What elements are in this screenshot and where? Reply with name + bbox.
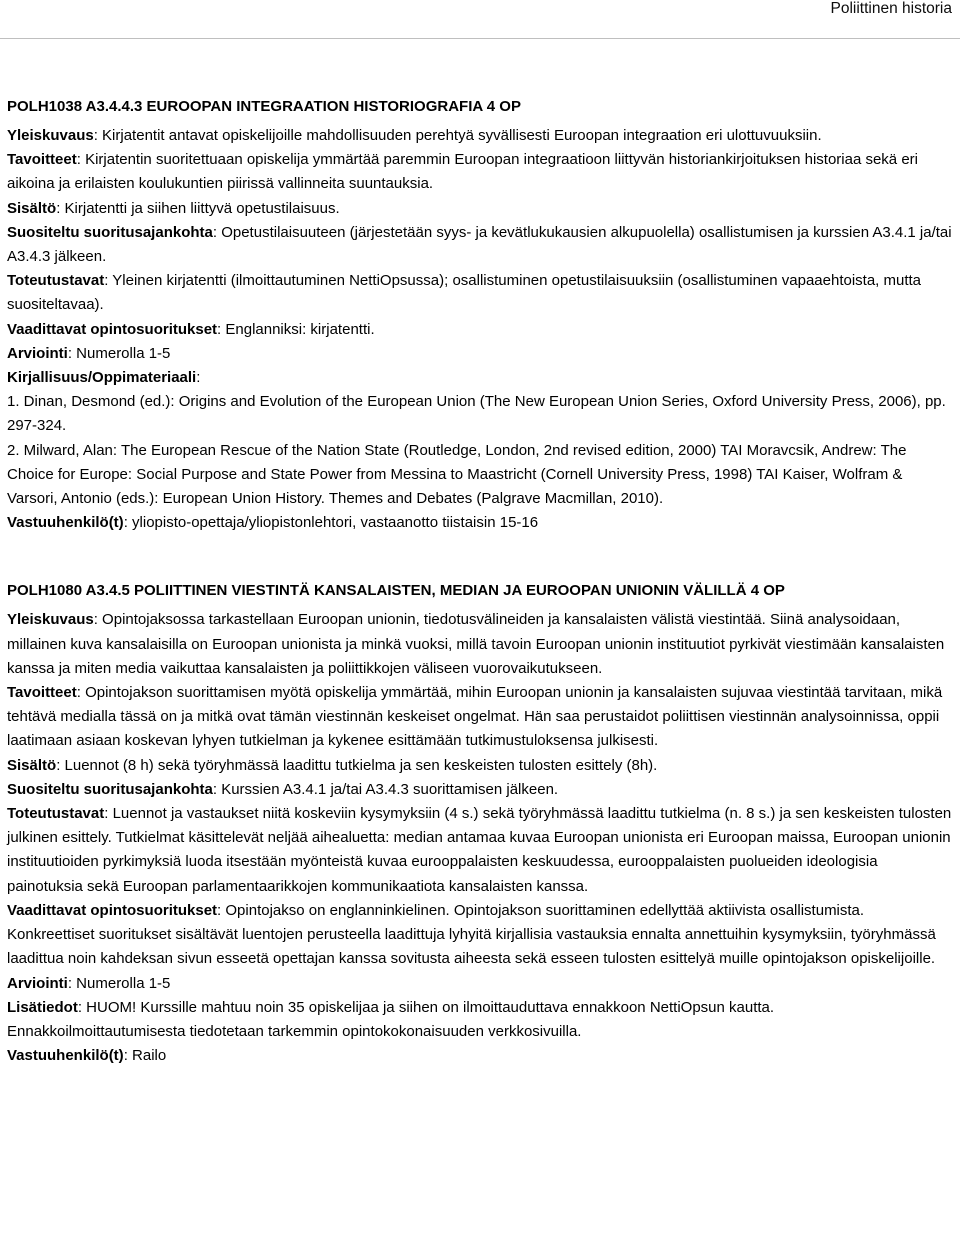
field-label: Vaadittavat opintosuoritukset: [7, 901, 218, 919]
field-label: Tavoitteet: [7, 684, 77, 702]
field-vastuuhenkilo: [7, 1044, 953, 1068]
field-toteutustavat: [7, 269, 953, 317]
field-label: Sisältö: [7, 199, 57, 217]
document-content: [7, 96, 953, 1068]
field-kirjallisuus: [7, 366, 953, 390]
field-label: Toteutustavat: [7, 272, 105, 290]
field-toteutustavat: [7, 802, 953, 899]
field-label: Yleiskuvaus: [7, 611, 94, 629]
field-label: Tavoitteet: [7, 151, 77, 169]
header-title: Poliittinen historia: [830, 0, 952, 17]
field-text: 2. Milward, Alan: The European Rescue of the Nation State (Routledge, London, 2nd revised edition, 2000) TAI Moravcsik, Andrew: The Choice for Europe: Social Purpose and State Power from Messina to Maastricht (Cornell University Press, 1998) TAI Kaiser, Wolfram & Varsori, Antonio (eds.): European Union History. Themes and Debates (Palgrave Macmillan, 2010).: [7, 441, 907, 508]
field-lisatiedot: [7, 996, 953, 1044]
field-text: : Kirjatentin suoritettuaan opiskelija ymmärtää paremmin Euroopan integraatioon liittyvän historiankirjoituksen historiaa sekä eri aikoina ja erilaisten koulukuntien piirissä vallinneita suuntauksia.: [7, 151, 918, 193]
field-sisalto: [7, 754, 953, 778]
field-label: Toteutustavat: [7, 805, 105, 823]
field-arviointi: [7, 342, 953, 366]
field-opintosuoritukset: [7, 899, 953, 972]
field-text: : Luennot ja vastaukset niitä koskeviin kysymyksiin (4 s.) sekä työryhmässä laadittu tutkielma (n. 8 s.) ja sen keskeisten tulosten julkinen esittely. Tutkielmat käsittelevät neljää aihealuetta: median antamaa kuvaa Euroopan unionista eri Euroopan maissa, Euroopan unionin instituutioiden pyrkimyksiä luoda itsestään myönteistä kuvaa eurooppalaisten keskuudessa, eurooppalaisten puolueiden ideologisia painotuksia sekä Euroopan parlamentaarikkojen kommunikaatiota kansalaisten kanssa.: [7, 805, 952, 895]
field-text: : Numerolla 1-5: [67, 344, 171, 362]
section-divider-space: [7, 535, 953, 580]
field-tavoitteet: [7, 681, 953, 754]
field-label: Arviointi: [7, 344, 68, 362]
course-title: POLH1038 A3.4.4.3 EUROOPAN INTEGRAATION HISTORIOGRAFIA 4 OP: [7, 98, 521, 115]
field-opintosuoritukset: [7, 318, 953, 342]
field-text: : Yleinen kirjatentti (ilmoittautuminen NettiOpsussa); osallistuminen opetustilaisuuksiin (osallistuminen vapaaehtoista, mutta suositeltavaa).: [7, 272, 922, 314]
field-label: Vastuuhenkilö(t): [7, 1047, 124, 1065]
field-text: : Englanniksi: kirjatentti.: [217, 320, 375, 338]
literature-item-1: [7, 390, 953, 438]
field-text: : yliopisto-opettaja/yliopistonlehtori, vastaanotto tiistaisin 15-16: [123, 514, 539, 532]
field-text: : Kirjatentit antavat opiskelijoille mahdollisuuden perehtyä syvällisesti Euroopan integraation eri ulottuvuuksiin.: [93, 127, 822, 144]
field-label: Vaadittavat opintosuoritukset: [7, 320, 218, 338]
field-label: Lisätiedot: [7, 998, 78, 1016]
field-suoritusajankohta: [7, 778, 953, 802]
field-label: Arviointi: [7, 974, 68, 992]
course-title: POLH1080 A3.4.5 POLIITTINEN VIESTINTÄ KANSALAISTEN, MEDIAN JA EUROOPAN UNIONIN VÄLILLÄ 4 OP: [7, 582, 785, 600]
field-vastuuhenkilo: [7, 511, 953, 535]
course-section-polh1080: [7, 580, 953, 1068]
field-text: : Kurssien A3.4.1 ja/tai A3.4.3 suorittamisen jälkeen.: [212, 780, 559, 798]
field-text: :: [196, 369, 201, 387]
field-label: Suositeltu suoritusajankohta: [7, 780, 213, 798]
course-section-polh1038: [7, 96, 953, 535]
field-label: Vastuuhenkilö(t): [7, 514, 124, 532]
field-label: Suositeltu suoritusajankohta: [7, 223, 213, 241]
field-suoritusajankohta: [7, 221, 953, 269]
field-tavoitteet: [7, 148, 953, 196]
field-text: : HUOM! Kurssille mahtuu noin 35 opiskelijaa ja siihen on ilmoittauduttava ennakkoon NettiOpsun kautta. Ennakkoilmoittautumisesta tiedotetaan tarkemmin opintokokonaisuuden verkkosivuilla.: [7, 998, 775, 1040]
field-label: Kirjallisuus/Oppimateriaali: [7, 369, 197, 387]
field-text: : Luennot (8 h) sekä työryhmässä laadittu tutkielma ja sen keskeisten tulosten esittely (8h).: [56, 756, 658, 774]
page-header: [0, 0, 960, 39]
field-label: Yleiskuvaus: [7, 127, 94, 144]
literature-item-2: [7, 439, 953, 512]
field-text: : Numerolla 1-5: [67, 974, 171, 992]
field-text: : Railo: [123, 1047, 167, 1065]
field-label: Sisältö: [7, 756, 57, 774]
field-text: : Kirjatentti ja siihen liittyvä opetustilaisuus.: [56, 199, 340, 217]
field-yleiskuvaus: [7, 608, 953, 681]
field-text: : Opintojakso on englanninkielinen. Opintojakson suorittaminen edellyttää aktiivista osallistumista. Konkreettiset suoritukset sisältävät luentojen perusteella laadittuja lyhyitä kirjallisia vastauksia ennalta annettuihin kysymyksiin, työryhmässä laadittua noin kahdeksan sivun esseetä opettajan kanssa sovitusta aiheesta sekä esseen tulosten esittelyä muille opintojakson opiskelijoille.: [7, 901, 936, 968]
field-sisalto: [7, 197, 953, 221]
field-yleiskuvaus: [7, 124, 953, 148]
field-text: : Opetustilaisuuteen (järjestetään syys- ja kevätlukukausien alkupuolella) osallistumisen ja kurssien A3.4.1 ja/tai A3.4.3 jälkeen.: [7, 223, 952, 266]
field-text: 1. Dinan, Desmond (ed.): Origins and Evolution of the European Union (The New European Union Series, Oxford University Press, 2006), pp. 297-324.: [7, 393, 946, 435]
field-text: : Opintojakson suorittamisen myötä opiskelija ymmärtää, mihin Euroopan unionin ja kansalaisten sujuvaa viestintää tarvitaan, mikä tehtävä medialla tässä on ja mitkä ovat tämän viestinnän keskeiset ongelmat. Hän saa perustaidot poliittisen viestinnän analysoinnissa, oppii laatimaan asiaan koskevan lyhyen tutkielman ja kykenee esittämään tutkimustuloksensa julkisesti.: [7, 684, 943, 750]
field-arviointi: [7, 972, 953, 996]
field-text: : Opintojaksossa tarkastellaan Euroopan unionin, tiedotusvälineiden ja kansalaisten välistä viestintää. Siinä analysoidaan, millainen kuva kansalaisilla on Euroopan unionista ja minkä vuoksi, millä tavoin Euroopan unionin instituutiot pyrkivät viestimään kansalaisten kanssa ja miten media vaikuttaa kansalaisten ja poliittikkojen väliseen vuorovaikutukseen.: [7, 611, 945, 677]
